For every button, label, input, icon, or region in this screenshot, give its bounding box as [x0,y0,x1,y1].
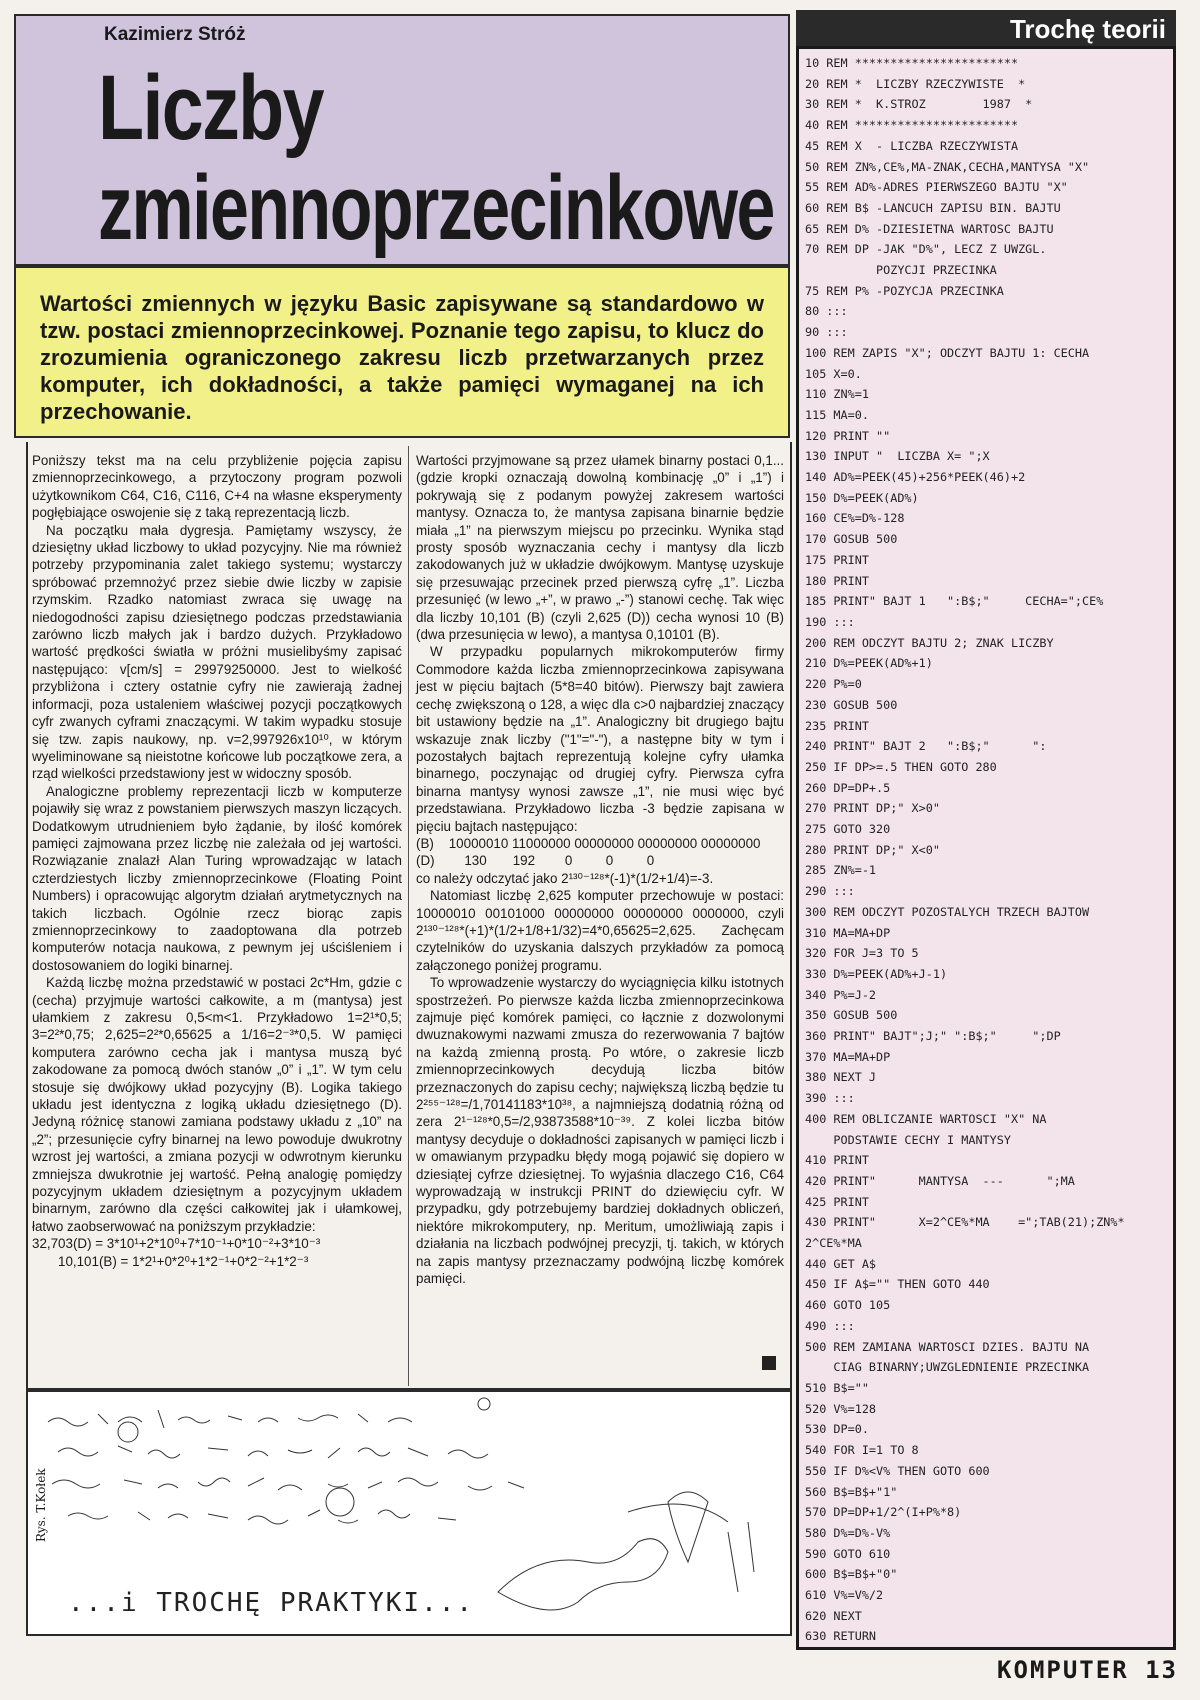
code-line: 285 ZN%=-1 [805,863,877,878]
code-line: 75 REM P% -POZYCJA PRZECINKA [805,283,1004,298]
code-line: 520 V%=128 [805,1401,877,1416]
paragraph: Analogiczne problemy reprezentacji liczb w komputerze pojawiły się wraz z powstaniem pierwszych maszyn liczących. Dodatkowym utrudnieniem było żądanie, by ilość komórek pamięci zajmowana przez liczbę nie zależała od jej wartości. Rozwiązanie znalazł Alan Turing wprowadzając w latach czterdziestych liczby zmiennoprzecinkowe (Floating Point Numbers) i opracowując algorytm działań arytmetycznych na takich liczbach. Ogólnie rzecz biorąc zapis zmiennoprzecinkowy to zaadoptowana dla potrzeb komputerów notacja naukowa, z pewnym jej uściśleniem i dostosowaniem do logiki binarnej. [32,783,402,973]
paragraph: To wprowadzenie wystarczy do wyciągnięcia kilku istotnych spostrzeżeń. Po pierwsze każda liczba zmiennoprzecinkowa zajmuje pięć komórek pamięci, co łącznie z dozwolonymi dwuznakowymi nazwami zmusza do rezerwowania 7 bajtów na każdą zmienną prostą. Po wtóre, o zakresie liczb zmiennoprzecinkowych decydują liczba bitów przeznaczonych do zapisu cechy; największą liczbą będzie tu 2²⁵⁵⁻¹²⁸=/1,70141183*10³⁸, a najmniejszą dodatnią różną od zera 2¹⁻¹²⁸*0,5=/2,93873588*10⁻³⁹. Z kolei liczba bitów mantysy decyduje o dokładności zapisanych w pamięci liczb i w omawianym przypadku błędy mogą pojawić się dopiero w dziesiątej cyfrze dziesiętnej. To wyjaśnia dlaczego C16, C64 wyprowadzają w instrukcji PRINT do dziewięciu cyfr. W przypadku, gdy potrzebujemy bardziej dokładnych obliczeń, niektóre mikrokomputery, np. Meritum, umożliwiają zapis i działania na liczbach podwójnej precyzji, tj. takich, w których na zapis mantysy przeznaczamy podwójną liczbę komórek pamięci. [416,975,784,1287]
code-line: 290 ::: [805,884,855,899]
code-line: 90 ::: [805,325,848,340]
code-line: 45 REM X - LICZBA RZECZYWISTA [805,138,1019,153]
code-line: 55 REM AD%-ADRES PIERWSZEGO BAJTU "X" [805,180,1068,195]
code-line: 30 REM * K.STROZ 1987 * [805,97,1033,112]
lead-paragraph: Wartości zmiennych w języku Basic zapisywane są standardowo w tzw. postaci zmiennoprzecinkowej. Poznanie tego zapisu, to klucz do zrozumienia ograniczonego zakresu liczb przetwarzanych przez komputer, ich dokładności, a także pamięci wymaganej na ich przechowanie. [40,291,764,424]
code-line: 340 P%=J-2 [805,987,877,1002]
code-line: 550 IF D%<V% THEN GOTO 600 [805,1463,990,1478]
code-line: 185 PRINT" BAJT 1 ":B$;" CECHA=";CE% [805,594,1104,609]
code-line: 350 GOSUB 500 [805,1008,898,1023]
code-line: CIAG BINARNY;UWZGLEDNIENIE PRZECINKA [805,1360,1090,1375]
code-line: 2^CE%*MA [805,1236,862,1251]
code-line: 310 MA=MA+DP [805,925,891,940]
code-line: 20 REM * LICZBY RZECZYWISTE * [805,76,1026,91]
bytes-line: (B) 10000010 11000000 00000000 00000000 00000000 [416,835,761,851]
code-line: 50 REM ZN%,CE%,MA-ZNAK,CECHA,MANTYSA "X" [805,159,1090,174]
code-line: 130 INPUT " LICZBA X= ";X [805,449,990,464]
code-line: 230 GOSUB 500 [805,697,898,712]
page-footer: KOMPUTER 13 [997,1656,1178,1684]
code-line: 80 ::: [805,304,848,319]
code-line: 400 REM OBLICZANIE WARTOSCI "X" NA [805,1111,1047,1126]
code-line: 630 RETURN [805,1629,877,1644]
code-line: 100 REM ZAPIS "X"; ODCZYT BAJTU 1: CECHA [805,345,1090,360]
cartoon-sketch [26,1390,792,1636]
code-line: 190 ::: [805,614,855,629]
code-line: 175 PRINT [805,552,869,567]
formula-line: 10,101(B) = 1*2¹+0*2⁰+1*2⁻¹+0*2⁻²+1*2⁻³ [58,1253,309,1269]
code-line: 150 D%=PEEK(AD%) [805,490,919,505]
code-line: 275 GOTO 320 [805,822,891,837]
code-line: 110 ZN%=1 [805,387,869,402]
code-line: 320 FOR J=3 TO 5 [805,946,919,961]
end-mark-icon [762,1356,776,1370]
code-line: 510 B$="" [805,1381,869,1395]
code-line: 140 AD%=PEEK(45)+256*PEEK(46)+2 [805,470,1026,485]
code-line: 180 PRINT [805,573,869,588]
code-line: 380 NEXT J [805,1070,877,1085]
code-line: 360 PRINT" BAJT";J;" ":B$;" ";DP [805,1029,1061,1044]
paragraph: Poniższy tekst ma na celu przybliżenie pojęcia zapisu zmiennoprzecinkowego, a przytoczony program pozwoli użytkownikom C64, C16, C116, C+4 na własne eksperymenty pogłębiające oswojenie się z taką reprezentacją liczb. [32,453,402,521]
code-line: 240 PRINT" BAJT 2 ":B$;" ": [805,739,1047,754]
code-line: 425 PRINT [805,1194,869,1209]
code-line: 260 DP=DP+.5 [805,780,891,795]
code-line: 580 D%=D%-V% [805,1525,891,1540]
left-column [32,452,402,1392]
code-line: 250 IF DP>=.5 THEN GOTO 280 [805,759,997,774]
code-line: 210 D%=PEEK(AD%+1) [805,656,933,671]
code-line: 620 NEXT [805,1608,862,1623]
paragraph: Każdą liczbę można przedstawić w postaci 2c*Hm, gdzie c (cecha) przyjmuje wartości całkowite, a m (mantysa) jest ułamkiem z zakresu 0,5<m<1. Przykładowo 1=2¹*0,5; 3=2²*0,75; 2,625=2²*0,65625 a 1/16=2⁻³*0,5. W pamięci komputera zarówno cecha jak i mantysa muszą być zakodowane za pomocą dwóch stanów „0” i „1”. W tym celu stosuje się dwójkowy układ pozycyjny (B). Logika takiego układu jest identyczna z logiką układu dziesiętnego (D). Jedyną różnicę stanowi zamiana podstawy układu z „10” na „2”; przesunięcie cyfry binarnej na lewo powoduje dwukrotny wzrost jej wartości, a zmiana pozycji w odwrotnym kierunku zmniejsza dwukrotnie jej wartość. Pełną analogię pomiędzy pozycyjnym układem dziesiętnym a pozycyjnym układem binarnym, zarówno dla części całkowitej jak i ułamkowej, łatwo zaobserwować na poniższym przykładzie: [32,975,402,1234]
code-listing [805,53,1173,1647]
code-line: 235 PRINT [805,718,869,733]
code-line: 200 REM ODCZYT BAJTU 2; ZNAK LICZBY [805,635,1054,650]
code-line: 390 ::: [805,1091,855,1106]
lead-panel [14,266,790,438]
code-line: 500 REM ZAMIANA WARTOSCI DZIES. BAJTU NA [805,1339,1090,1354]
column-separator [408,446,409,1386]
code-line: POZYCJI PRZECINKA [805,263,997,278]
code-line: 610 V%=V%/2 [805,1588,884,1603]
code-line: 570 DP=DP+1/2^(I+P%*8) [805,1505,962,1520]
code-line: 410 PRINT [805,1153,869,1168]
code-line: 170 GOSUB 500 [805,532,898,547]
section-title: Trochę teorii [1009,14,1166,44]
code-line: 530 DP=0. [805,1422,869,1437]
code-line: 10 REM *********************** [805,56,1019,70]
code-line: 540 FOR I=1 TO 8 [805,1443,919,1458]
paragraph: Wartości przyjmowane są przez ułamek binarny postaci 0,1... (gdzie kropki oznaczają dowolną kombinację „0” i „1”) i pokrywają się z podanym powyżej zakresem wartości mantysy. Oznacza to, że mantysa zapisana binarnie będzie miała „1” na pierwszym miejscu po przecinku. Wynika stąd prosty sposób wyznaczania cechy i mantysy dla liczb zakodowanych już w układzie dwójkowym. Mantysę uzyskuje się przesuwając przecinek przed pierwszą cyfrę „1”. Liczba przesunięć (w lewo „+”, w prawo „-”) stanowi cechę. Tak więc dla liczby 10,101 (B) (czyli 2,625 (D)) cecha wynosi 10 (B) (dwa przesunięcia w lewo), a mantysa 0,10101 (B). [416,453,784,643]
code-line: 600 B$=B$+"0" [805,1567,898,1582]
code-line: 490 ::: [805,1318,855,1333]
sketch-caption: ...i TROCHĘ PRAKTYKI... [68,1588,475,1618]
code-line: 105 X=0. [805,366,862,381]
title-line-2: zmiennoprzecinkowe [98,157,774,259]
title-line-1: Liczby [98,57,323,159]
code-line: 40 REM *********************** [805,118,1019,133]
code-line: 65 REM D% -DZIESIETNA WARTOSC BAJTU [805,221,1054,236]
code-line: 160 CE%=D%-128 [805,511,905,526]
code-line: 70 REM DP -JAK "D%", LECZ Z UWZGL. [805,242,1047,257]
code-line: 460 GOTO 105 [805,1298,891,1313]
code-listing-panel [796,46,1176,1650]
code-line: 280 PRINT DP;" X<0" [805,842,940,857]
paragraph: W przypadku popularnych mikrokomputerów firmy Commodore każda liczba zmiennoprzecinkowa zapisywana jest w pięciu bajtach (5*8=40 bitów). Pierwszy bajt zawiera cechę zwiększoną o 128, a więc dla c>0 najbardziej znaczący bit ustawiony będzie na „1”. Analogiczny bit drugiego bajtu wskazuje znak liczby ("1"="-"), a następne bity w tym i pozostałych bajtach reprezentują kolejne cyfry ułamka binarnego, poczynając od drugiej cyfry. Pierwsza cyfra binarna mantysy wynosi zawsze „1”, nie musi więc być przedstawiana. Przykładowo liczba -3 będzie zapisana w pięciu bajtach następująco: [416,644,784,834]
code-line: 420 PRINT" MANTYSA --- ";MA [805,1173,1075,1188]
code-line: 60 REM B$ -LANCUCH ZAPISU BIN. BAJTU [805,200,1061,215]
formula-line: 32,703(D) = 3*10¹+2*10⁰+7*10⁻¹+0*10⁻²+3*10⁻³ [32,1236,321,1252]
author: Kazimierz Stróż [104,24,246,45]
code-line: 430 PRINT" X=2^CE%*MA =";TAB(21);ZN%* [805,1215,1125,1230]
middle-column [416,452,784,1392]
code-line: 300 REM ODCZYT POZOSTALYCH TRZECH BAJTOW [805,904,1090,919]
code-line: 560 B$=B$+"1" [805,1484,898,1499]
code-line: 370 MA=MA+DP [805,1049,891,1064]
code-line: 220 P%=0 [805,677,862,692]
sketch-credit: Rys. T.Kołek [34,1468,48,1542]
code-line: 115 MA=0. [805,407,869,422]
paragraph: co należy odczytać jako 2¹³⁰⁻¹²⁸*(-1)*(1/2+1/4)=-3. [416,870,714,886]
bytes-line: (D) 130 192 0 0 0 [416,853,655,869]
code-line: 270 PRINT DP;" X>0" [805,801,940,816]
paragraph: Na początku mała dygresja. Pamiętamy wszyscy, że dziesiętny układ liczbowy to układ pozycyjny. Nie ma również potrzeby przypominania zalet takiego systemu; wystarczy spróbować przemnożyć przez siebie dwie liczby w zapisie rzymskim. Rzadko natomiast zwraca się uwagę na niedogodności zapisu dziesiętnego podczas przedstawiania zarówno liczb małych jak i bardzo dużych. Przykładowo wartość prędkości światła w próżni musielibyśmy zapisać następująco: v[cm/s] = 29979250000. Jest to wielkość przybliżona i cztery ostatnie cyfry nie zawierają żadnej informacji, poza ustaleniem właściwej pozycji początkowych cyfr zwanych cyframi znaczącymi. W takim wypadku stosuje się tzw. zapis naukowy, np. v=2,997926x10¹⁰, w którym wyeliminowane są nieistotne końcowe lub początkowe zera, a rząd wielkości przedstawiony jest w widoczny sposób. [32,522,402,782]
code-line: 450 IF A$="" THEN GOTO 440 [805,1277,990,1292]
code-line: 440 GET A$ [805,1256,877,1271]
paragraph: Natomiast liczbę 2,625 komputer przechowuje w postaci: 10000010 00101000 00000000 00000000 0000000, czyli 2¹³⁰⁻¹²⁸*(+1)*(1/2+1/8+1/32)=4*0,65625=2,625. Zachęcam czytelników do uzyskania dalszych przykładów za pomocą załączonego poniżej programu. [416,888,784,973]
code-line: PODSTAWIE CECHY I MANTYSY [805,1132,1011,1147]
code-line: 120 PRINT "" [805,428,891,443]
code-line: 330 D%=PEEK(AD%+J-1) [805,966,948,981]
code-line: 590 GOTO 610 [805,1546,891,1561]
